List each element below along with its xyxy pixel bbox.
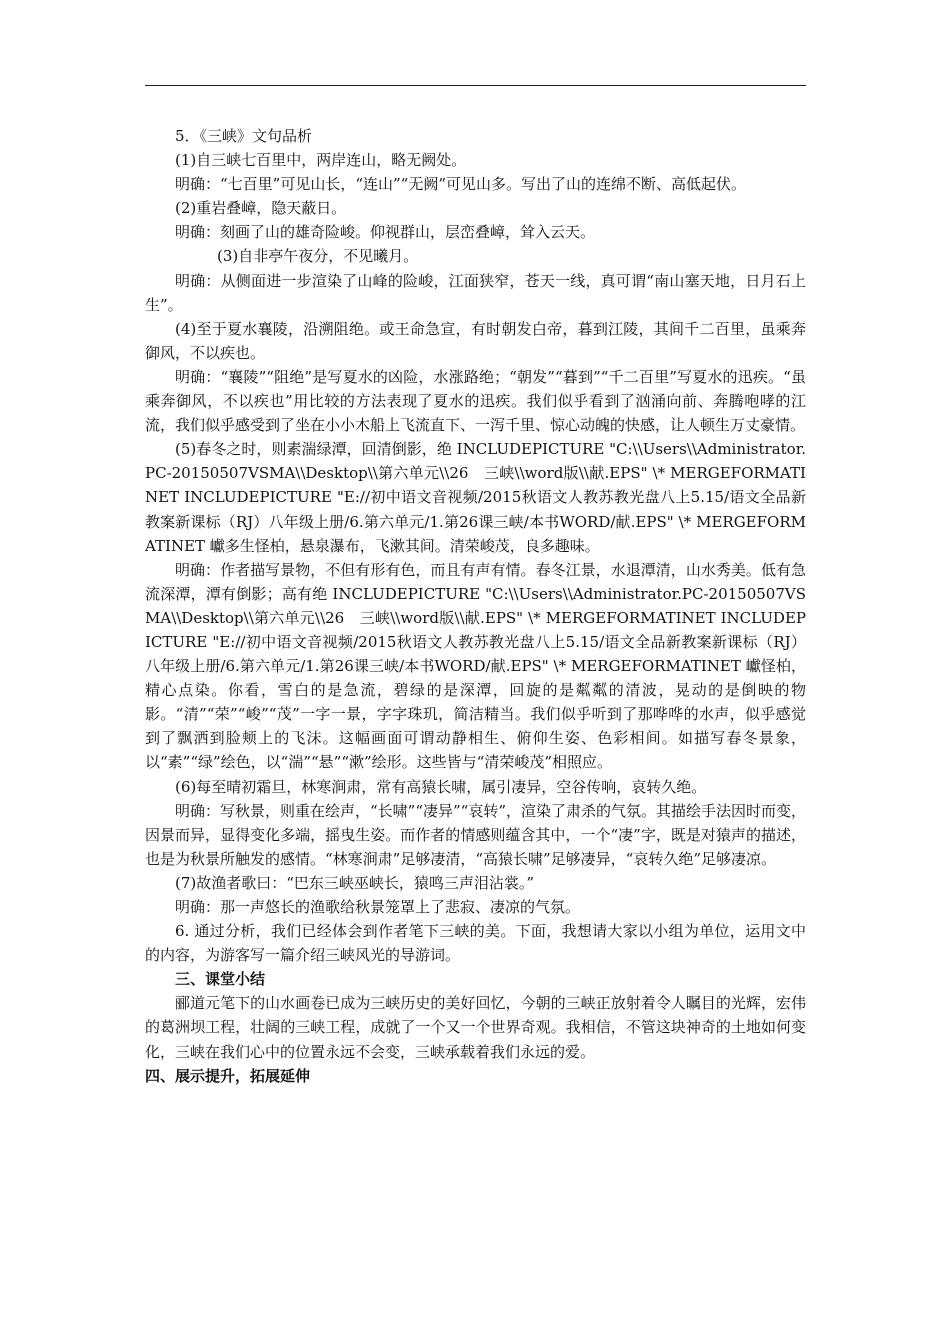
quote-paragraph: (6)每至晴初霜旦，林寒涧肃，常有高猿长啸，属引凄异，空谷传响，哀转久绝。 [175, 777, 707, 796]
quote-paragraph: (2)重岩叠嶂，隐天蔽日。 [175, 199, 347, 218]
quote-paragraph: (5)春冬之时，则素湍绿潭，回清倒影，绝 INCLUDEPICTURE "C:\\Users\\Administrator.PC-20150507VSMA\\Desktop\\第六单元\\26 三峡\\word版\\献.EPS" \* MERGEFORMATINET INCLUDEPICTURE "E://初中语文音视频/2015秋语文人教苏教光盘八上5.15/语文全品新教案新课标（RJ）八年级上册/6.第六单元/1.第26课三峡/本书WORD/献.EPS" \* MERGEFORMATINET 巘多生怪柏，悬泉瀑布，飞漱其间。清荣峻茂，良多趣味。 [145, 440, 806, 555]
analysis-paragraph: 明确：作者描写景物，不但有形有色，而且有声有情。春冬江景，水退潭清，山水秀美。低有急流深潭，潭有倒影；高有绝 INCLUDEPICTURE "C:\\Users\\Administrator.PC-20150507VSMA\\Desktop\\第六单元\\26 三峡\\word版\\献.EPS" \* MERGEFORMATINET INCLUDEPICTURE "E://初中语文音视频/2015秋语文人教苏教光盘八上5.15/语文全品新教案新课标（RJ）八年级上册/6.第六单元/1.第26课三峡/本书WORD/献.EPS" \* MERGEFORMATINET 巘怪柏，精心点染。你看，雪白的是急流，碧绿的是深潭，回旋的是粼粼的清波，晃动的是倒映的物影。“清”“荣”“峻”“茂”一字一景，字字珠玑，简洁精当。我们似乎听到了那哗哗的水声，似乎感觉到了飘洒到脸颊上的飞沫。这幅画面可谓动静相生、俯仰生姿、色彩相间。如描写春冬景象，以“素”“绿”绘色，以“湍”“悬”“漱”绘形。这些皆与“清荣峻茂”相照应。 [145, 560, 806, 772]
analysis-paragraph: 明确：刻画了山的雄奇险峻。仰视群山，层峦叠嶂，耸入云天。 [175, 223, 596, 242]
document-body [145, 124, 806, 1088]
analysis-paragraph: 明确：“襄陵”“阻绝”是写夏水的凶险，水涨路绝；“朝发”“暮到”“千二百里”写夏水的迅疾。“虽乘奔御风，不以疾也”用比较的方法表现了夏水的迅疾。我们似乎看到了汹涌向前、奔腾咆哮的江流，我们似乎感受到了坐在小小木船上飞流直下、一泻千里、惊心动魄的快感，让人顿生万丈豪情。 [145, 367, 806, 435]
section-heading-summary: 三、课堂小结 [175, 970, 266, 989]
section-heading: 5．《三峡》文句品析 [175, 127, 313, 145]
task-paragraph: 6. 通过分析，我们已经体会到作者笔下三峡的美。下面，我想请大家以小组为单位，运用文中的内容，为游客写一篇介绍三峡风光的导游词。 [145, 922, 806, 965]
analysis-paragraph: 明确：那一声悠长的渔歌给秋景笼罩上了悲寂、凄凉的气氛。 [175, 898, 581, 916]
analysis-paragraph: 明确：从侧面进一步渲染了山峰的险峻，江面狭窄，苍天一线，真可谓“南山塞天地，日月石上生”。 [145, 271, 806, 314]
analysis-paragraph: 明确：写秋景，则重在绘声，“长啸”“凄异”“哀转”，渲染了肃杀的气氛。其描绘手法因时而变，因景而异，显得变化多端，摇曳生姿。而作者的情感则蕴含其中，一个“凄”字，既是对猿声的描述，也是为秋景所触发的感情。“林寒涧肃”足够凄清，“高猿长啸”足够凄异，“哀转久绝”足够凄凉。 [145, 801, 807, 868]
section-heading-extension: 四、展示提升，拓展延伸 [145, 1066, 311, 1085]
summary-paragraph: 郦道元笔下的山水画卷已成为三峡历史的美好回忆，今朝的三峡正放射着令人瞩目的光辉，宏伟的葛洲坝工程，壮阔的三峡工程，成就了一个又一个世界奇观。我相信，不管这块神奇的土地如何变化，三峡在我们心中的位置永远不会变，三峡承载着我们永远的爱。 [145, 994, 806, 1061]
quote-paragraph: (4)至于夏水襄陵，沿溯阻绝。或王命急宣，有时朝发白帝，暮到江陵，其间千二百里，虽乘奔御风，不以疾也。 [145, 319, 806, 362]
analysis-paragraph: 明确：“七百里”可见山长，“连山”“无阙”可见山多。写出了山的连绵不断、高低起伏。 [175, 175, 747, 194]
quote-paragraph: (1)自三峡七百里中，两岸连山，略无阙处。 [175, 151, 467, 170]
header-rule [145, 85, 806, 86]
quote-paragraph: (7)故渔者歌曰：“巴东三峡巫峡长，猿鸣三声泪沾裳。” [175, 873, 535, 892]
quote-paragraph: (3)自非亭午夜分，不见曦月。 [217, 247, 419, 266]
